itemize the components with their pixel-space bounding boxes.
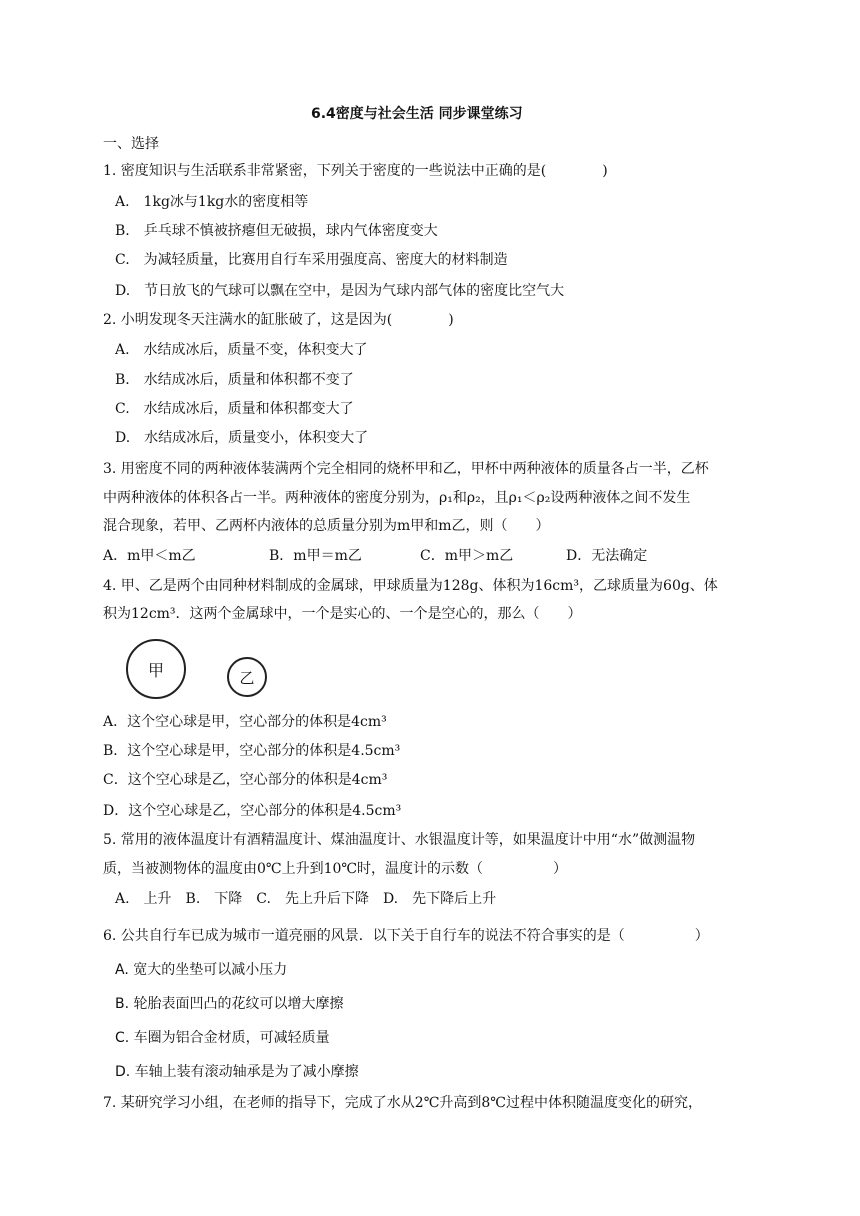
q6-option-c: C. 车圈为铝合金材质，可减轻质量	[115, 1030, 330, 1046]
q3-option-d: D．无法确定	[566, 548, 648, 564]
q4-stem-line1: 4. 甲、乙是两个由同种材料制成的金属球，甲球质量为128g、体积为16cm³，乙球质量为60g、体	[103, 578, 718, 594]
q4-option-d: D．这个空心球是乙，空心部分的体积是4.5cm³	[103, 803, 402, 819]
section-heading: 一、选择	[103, 136, 159, 152]
q2-stem: 2. 小明发现冬天注满水的缸胀破了，这是因为( )	[103, 312, 454, 328]
q2-option-c: C. 水结成冰后，质量和体积都变大了	[115, 401, 354, 417]
q6-option-d: D. 车轴上装有滚动轴承是为了减小摩擦	[115, 1064, 359, 1080]
q6-option-b: B. 轮胎表面凹凸的花纹可以增大摩擦	[115, 996, 344, 1012]
page-title: 6.4密度与社会生活 同步课堂练习	[311, 106, 523, 122]
ball-jia-figure	[126, 639, 186, 699]
q3-option-b: B．m甲＝m乙	[269, 548, 362, 564]
q6-stem: 6. 公共自行车已成为城市一道亮丽的风景．以下关于自行车的说法不符合事实的是（ ）	[103, 928, 709, 944]
q1-stem: 1. 密度知识与生活联系非常紧密，下列关于密度的一些说法中正确的是( )	[103, 163, 608, 179]
q2-option-b: B. 水结成冰后，质量和体积都不变了	[115, 372, 354, 388]
q4-option-a: A．这个空心球是甲，空心部分的体积是4cm³	[103, 714, 387, 730]
q3-option-c: C．m甲＞m乙	[420, 548, 514, 564]
q2-option-a: A. 水结成冰后，质量不变，体积变大了	[115, 342, 368, 358]
q1-option-a: A. 1kg冰与1kg水的密度相等	[115, 194, 309, 210]
q4-option-b: B．这个空心球是甲，空心部分的体积是4.5cm³	[103, 743, 401, 759]
q7-stem-line1: 7. 某研究学习小组，在老师的指导下，完成了水从2℃升高到8℃过程中体积随温度变化的研究，	[103, 1095, 702, 1111]
q3-stem-line1: 3. 用密度不同的两种液体装满两个完全相同的烧杯甲和乙，甲杯中两种液体的质量各占一半，乙杯	[103, 461, 709, 477]
q5-stem-line1: 5. 常用的液体温度计有酒精温度计、煤油温度计、水银温度计等，如果温度计中用“水”做测温物	[103, 832, 696, 848]
q4-option-c: C．这个空心球是乙，空心部分的体积是4cm³	[103, 772, 388, 788]
ball-yi-figure	[227, 657, 267, 697]
ball-jia-label: 甲	[147, 660, 164, 680]
q6-option-a: A. 宽大的坐垫可以减小压力	[115, 962, 288, 978]
q2-option-d: D. 水结成冰后，质量变小，体积变大了	[115, 430, 369, 446]
q1-option-b: B. 乒乓球不慎被挤瘪但无破损，球内气体密度变大	[115, 223, 438, 239]
q3-option-a: A．m甲＜m乙	[103, 548, 196, 564]
q3-stem-line2: 中两种液体的体积各占一半。两种液体的密度分别为，ρ₁和ρ₂，且ρ₁＜ρ₂设两种液体之间不发生	[103, 490, 691, 506]
q1-option-c: C. 为减轻质量，比赛用自行车采用强度高、密度大的材料制造	[115, 252, 508, 268]
q5-stem-line2: 质，当被测物体的温度由0℃上升到10℃时，温度计的示数（ ）	[103, 861, 568, 877]
ball-yi-label: 乙	[239, 668, 255, 687]
q3-stem-line3: 混合现象，若甲、乙两杯内液体的总质量分别为m甲和m乙，则（ ）	[103, 518, 550, 534]
q4-stem-line2: 积为12cm³．这两个金属球中，一个是实心的、一个是空心的，那么（ ）	[103, 606, 582, 622]
q5-options: A. 上升 B. 下降 C. 先上升后下降 D. 先下降后上升	[115, 891, 497, 907]
q1-option-d: D. 节日放飞的气球可以飘在空中，是因为气球内部气体的密度比空气大	[115, 283, 565, 299]
